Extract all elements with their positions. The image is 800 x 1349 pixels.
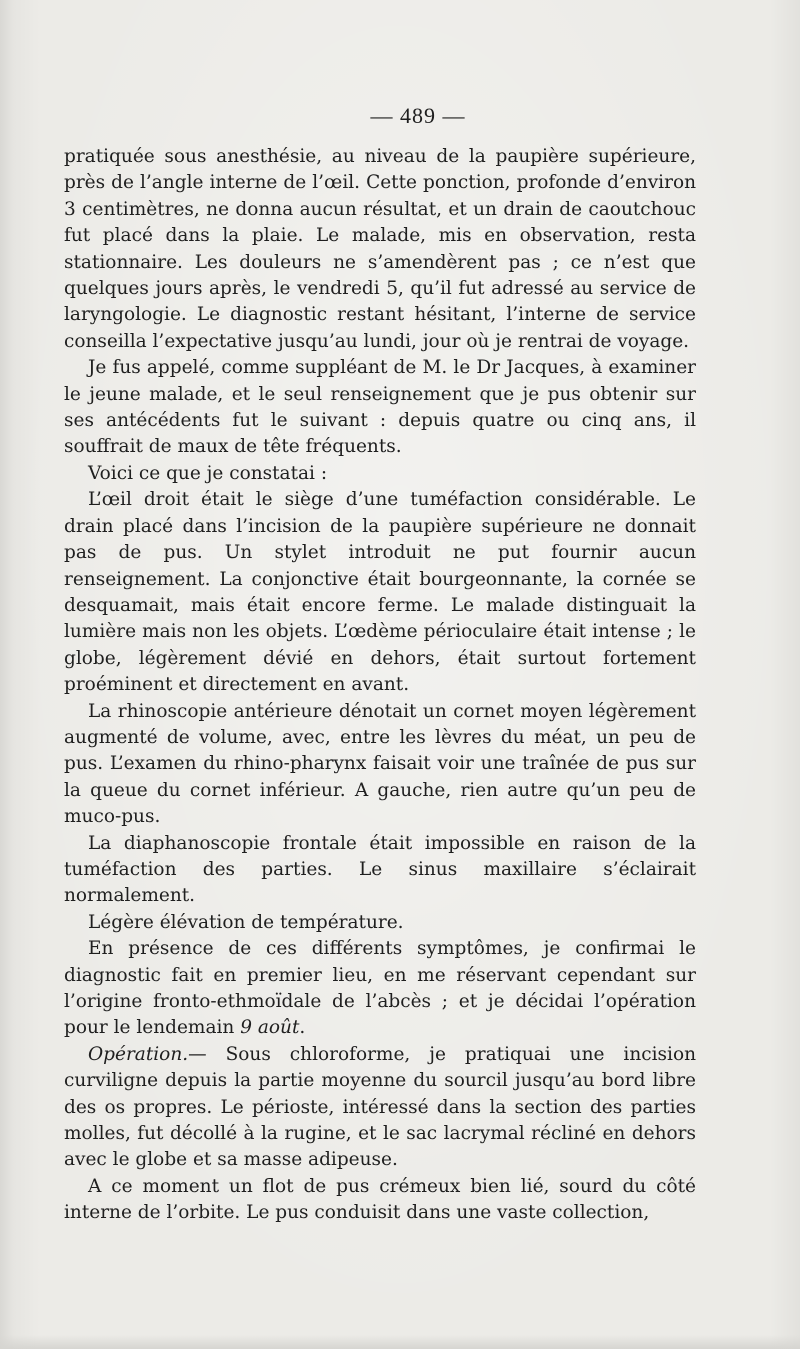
- diagnostic-text: En présence de ces différents symptômes, je confirmai le diagnostic fait en premier lieu, en me réservant cependant sur l’origine fronto-ethmoïdale de l’abcès ; et je décidai l’opération pour le lendemain: [64, 938, 696, 1039]
- operation-date: 9 août: [240, 1017, 300, 1039]
- page-bottom-edge: [0, 1335, 800, 1349]
- body-text: [64, 144, 696, 1227]
- page-number: — 489 —: [370, 103, 466, 128]
- paragraph-appel: Je fus appelé, comme suppléant de M. le Dr Jacques, à examiner le jeune malade, et le seul renseignement que je pus obtenir sur ses antécédents fut le suivant : depuis quatre ou cinq ans, il souffrait de maux de tête fréquents.: [64, 357, 696, 458]
- paragraph-constatation-intro: Voici ce que je constatai :: [88, 462, 328, 484]
- operation-text: — Sous chloroforme, je pratiquai une incision curviligne depuis la partie moyenne du sourcil jusqu’au bord libre des os propres. Le périoste, intéressé dans la section des parties molles, fut décollé à la rugine, et le sac lacrymal récliné en dehors avec le globe et sa masse adipeuse.: [64, 1043, 696, 1171]
- paragraph-rhinoscopie: La rhinoscopie antérieure dénotait un cornet moyen légèrement augmenté de volume, avec, entre les lèvres du méat, un peu de pus. L’examen du rhino-pharynx faisait voir une traînée de pus sur la queue du cornet inférieur. A gauche, rien autre qu’un peu de muco-pus.: [64, 700, 696, 828]
- paragraph-temperature: Légère élévation de température.: [88, 911, 404, 933]
- paragraph-oeil-droit: L’œil droit était le siège d’une tuméfaction considérable. Le drain placé dans l’incision de la paupière supérieure ne donnait pas de pus. Un stylet introduit ne put fournir aucun renseignement. La conjonctive était bourgeonnante, la cornée se desquamait, mais était encore ferme. Le malade distinguait la lumière mais non les objets. L’œdème périoculaire était intense ; le globe, légèrement dévié en dehors, était surtout fortement proéminent et directement en avant.: [64, 489, 696, 696]
- operation-heading: Opération.: [88, 1043, 189, 1065]
- diagnostic-tail: .: [299, 1017, 306, 1039]
- paragraph-diaphanoscopie: La diaphanoscopie frontale était impossible en raison de la tuméfaction des parties. Le sinus maxillaire s’éclairait normalement.: [64, 832, 696, 907]
- paragraph-diagnostic: [64, 936, 696, 1042]
- paragraph-flot-de-pus: A ce moment un flot de pus crémeux bien lié, sourd du côté interne de l’orbite. Le pus conduisit dans une vaste collection,: [64, 1175, 696, 1224]
- paragraph-operation: [64, 1042, 696, 1174]
- paragraph-continuation: pratiquée sous anesthésie, au niveau de la paupière supérieure, près de l’angle interne de l’œil. Cette ponction, profonde d’environ 3 centimètres, ne donna aucun résultat, et un drain de caoutchouc fut placé dans la plaie. Le malade, mis en observation, resta stationnaire. Les douleurs ne s’amendèrent pas ; ce n’est que quelques jours après, le vendredi 5, qu’il fut adressé au service de laryngologie. Le diagnostic restant hésitant, l’interne de service conseilla l’expectative jusqu’au lundi, jour où je rentrai de voyage.: [64, 146, 696, 352]
